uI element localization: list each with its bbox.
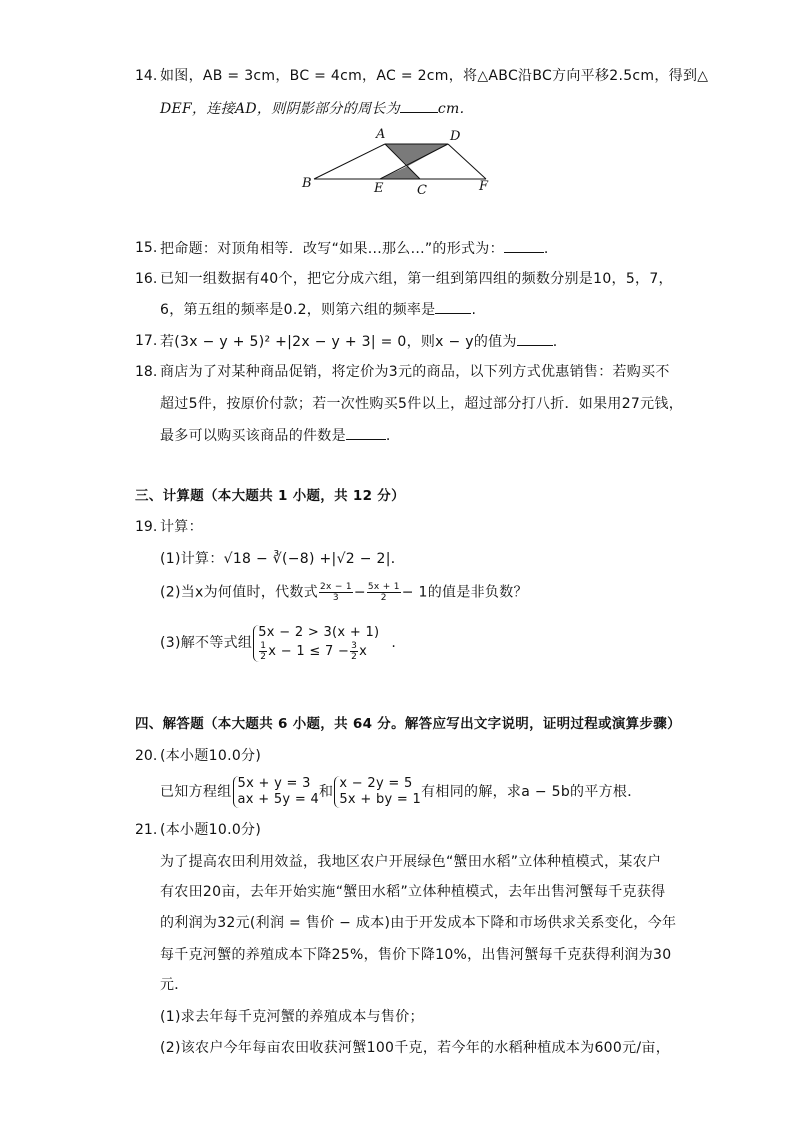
q20-body	[160, 774, 642, 810]
q19-part2-end: − 1的值是非负数？	[401, 584, 528, 601]
q14-figure	[300, 124, 500, 200]
line-DF	[448, 144, 486, 179]
answer-blank	[504, 238, 544, 253]
q21-part1: (1)求去年每千克河蟹的养殖成本与售价；	[160, 1009, 424, 1025]
q14-line2	[160, 98, 464, 119]
label-D: D	[450, 129, 461, 144]
equation-row: ax + 5y = 4	[237, 792, 320, 807]
answer-blank	[435, 299, 471, 314]
answer-blank	[346, 425, 386, 440]
q21-line5: 元．	[160, 977, 189, 993]
q16-line2	[160, 299, 476, 320]
q17-end: .	[552, 334, 558, 350]
q19-part2	[160, 582, 528, 603]
fraction	[259, 641, 267, 662]
label-C: C	[417, 183, 427, 198]
inequality-text: x − 1 ≤ 7 −	[268, 643, 350, 659]
equation-system-1	[233, 776, 320, 808]
answer-blank	[400, 98, 438, 113]
q19-intro: 计算：	[160, 519, 203, 535]
label-B: B	[302, 176, 312, 191]
q15-line	[160, 238, 549, 259]
q18-line3-text: 最多可以购买该商品的件数是	[160, 428, 346, 444]
inequality-var: x	[359, 643, 368, 659]
denominator: 2	[260, 651, 267, 662]
q20-text: 已知方程组	[160, 784, 232, 800]
q21-line4: 每千克河蟹的养殖成本下降25%，售价下降10%，出售河蟹每千克获得利润为30	[160, 947, 672, 963]
q20-and: 和	[319, 784, 334, 800]
label-F: F	[479, 179, 489, 194]
q17-text: 若(3x − y + 5)² +|2x − y + 3| = 0，则x − y的值为	[160, 334, 517, 350]
q14-unit: cm.	[437, 101, 465, 117]
q19-part3	[160, 624, 396, 662]
section-heading: 三、计算题（本大题共 1 小题，共 12 分）	[135, 488, 405, 504]
equation-row: 5x + by = 1	[339, 792, 422, 807]
question-number: 14.	[135, 68, 158, 84]
q14-line1: 如图，AB = 3cm，BC = 4cm，AC = 2cm，将△ABC沿BC方向平移2.5cm，得到△	[160, 68, 709, 84]
q21-score: (本小题10.0分)	[160, 822, 262, 838]
equation-row: 5x + y = 3	[237, 776, 311, 791]
q21-part2: (2)该农户今年每亩农田收获河蟹100千克，若今年的水稻种植成本为600元/亩，	[160, 1040, 670, 1056]
fraction	[367, 582, 401, 603]
q21-line3: 的利润为32元(利润 = 售价 − 成本)由于开发成本下降和市场供求关系变化，今年	[160, 915, 677, 931]
question-number: 18.	[135, 364, 158, 380]
fraction	[319, 582, 353, 603]
q17-line	[160, 331, 558, 352]
q14-line2-text: DEF，连接AD，则阴影部分的周长为	[160, 101, 400, 117]
q18-line3	[160, 425, 391, 446]
inequality-row	[258, 641, 379, 662]
question-number: 15.	[135, 240, 158, 256]
q16-line1: 已知一组数据有40个，把它分成六组，第一组到第四组的频数分别是10，5，7，	[160, 271, 673, 287]
denominator: 2	[380, 593, 387, 603]
question-number: 21.	[135, 822, 158, 838]
q16-line2-text: 6，第五组的频率是0.2，则第六组的频率是	[160, 302, 436, 318]
numerator: 2x − 1	[320, 582, 352, 592]
inequality-system	[253, 625, 379, 662]
question-number: 19.	[135, 519, 158, 535]
inequality-row: 5x − 2 > 3(x + 1)	[258, 624, 380, 640]
shaded-region-top	[385, 144, 448, 166]
numerator: 3	[351, 640, 358, 651]
denominator: 3	[332, 593, 339, 603]
section-heading: 四、解答题（本大题共 6 小题，共 64 分。解答应写出文字说明，证明过程或演算步骤）	[135, 716, 681, 732]
q19-part2-text: (2)当x为何值时，代数式	[160, 584, 319, 601]
q19-part3-text: (3)解不等式组	[160, 635, 253, 651]
q20-end: 有相同的解，求a − 5b的平方根．	[421, 784, 642, 800]
numerator: 1	[260, 640, 267, 651]
label-A: A	[376, 127, 386, 142]
q15-text: 把命题：对顶角相等．改写“如果...那么...”的形式为：	[160, 241, 504, 257]
q20-score: (本小题10.0分)	[160, 748, 262, 764]
minus-sign: −	[353, 584, 366, 601]
question-number: 20.	[135, 748, 158, 764]
line-AB	[314, 144, 385, 179]
q18-line1: 商店为了对某种商品促销，将定价为3元的商品，以下列方式优惠销售：若购买不	[160, 364, 670, 380]
q16-end: .	[471, 302, 477, 318]
denominator: 2	[351, 651, 358, 662]
equation-row: x − 2y = 5	[339, 776, 413, 791]
q19-part3-end: .	[391, 635, 397, 651]
question-number: 17.	[135, 333, 158, 349]
q15-end: .	[543, 241, 549, 257]
label-E: E	[374, 181, 384, 196]
question-number: 16.	[135, 271, 158, 287]
q18-line2: 超过5件，按原价付款；若一次性购买5件以上，超过部分打八折．如果用27元钱，	[160, 396, 684, 412]
q21-line1: 为了提高农田利用效益，我地区农户开展绿色“蟹田水稻”立体种植模式，某农户	[160, 854, 662, 870]
fraction	[350, 641, 358, 662]
q18-end: .	[385, 428, 391, 444]
q19-part1: (1)计算：√18 − ∛(−8) +|√2 − 2|．	[160, 551, 406, 567]
q21-line2: 有农田20亩，去年开始实施“蟹田水稻”立体种植模式，去年出售河蟹每千克获得	[160, 884, 666, 900]
answer-blank	[517, 331, 553, 346]
equation-system-2	[334, 776, 421, 808]
numerator: 5x + 1	[367, 582, 400, 592]
